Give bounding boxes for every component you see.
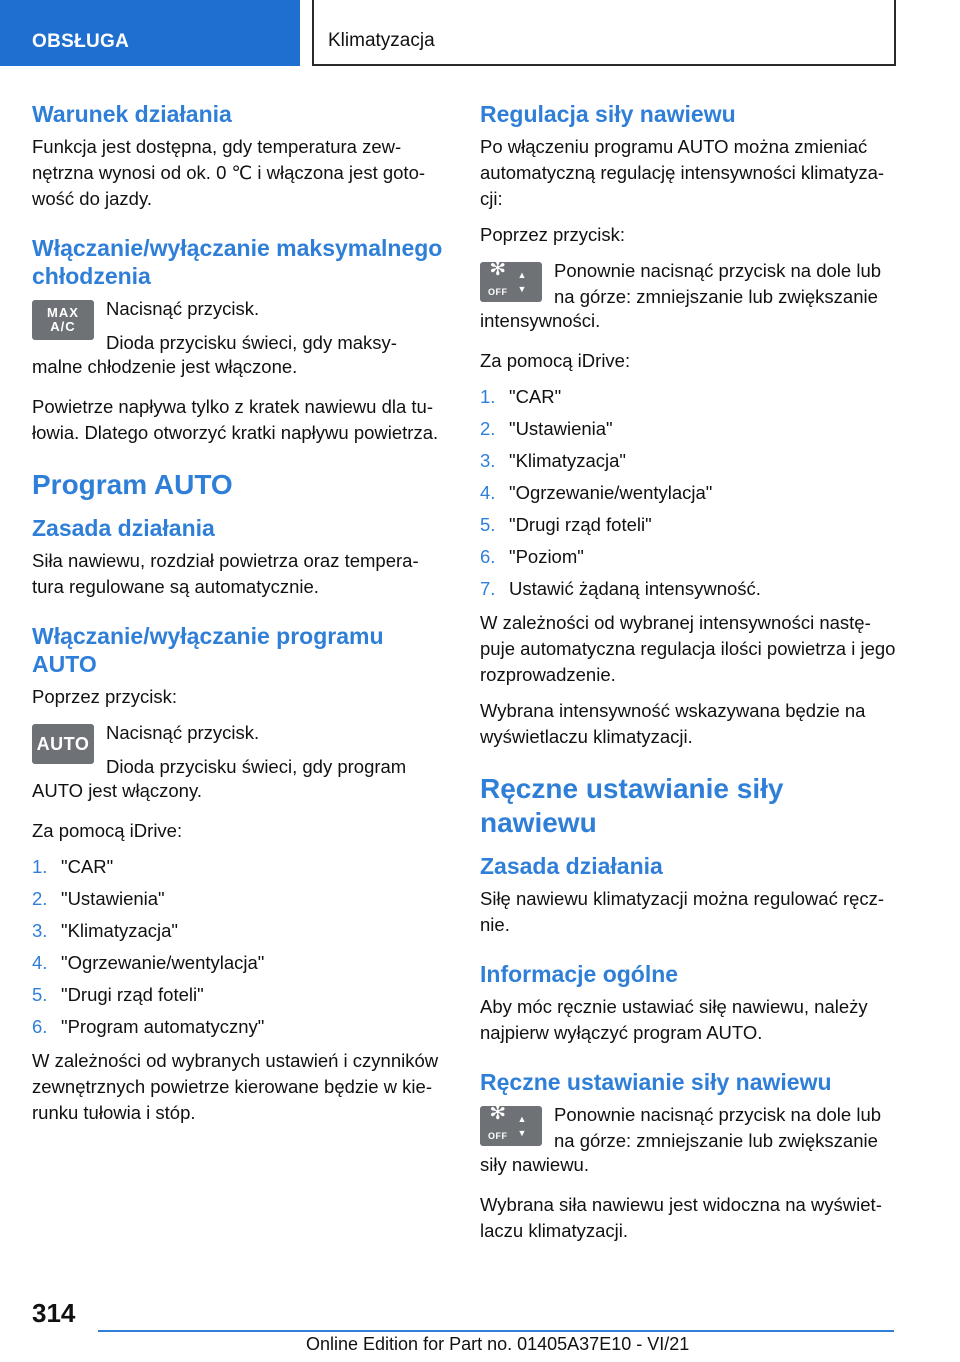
text-auto-end: W zależności od wybranych ustawień i czynników zewnętrznych powietrze kierowane będzie w kie-runku tułowia i stóp. — [32, 1050, 439, 1123]
text-fan-press-cont: intensywności. — [480, 310, 601, 331]
list-item: 2. "Ustawienia" — [32, 888, 165, 909]
auto-button-icon: AUTO — [32, 724, 94, 764]
fan-icon: ✻ — [489, 1102, 507, 1124]
auto-row — [32, 720, 450, 780]
text-regulacja: Po włączeniu programu AUTO można zmieniać automatyczną regulację intensywności klimatyza-cji: — [480, 136, 885, 209]
heading-auto-onoff: Włączanie/wyłączanie programu AUTO — [32, 623, 384, 677]
list-item: 7. Ustawić żądaną intensywność. — [480, 578, 761, 599]
fan-off-label: OFF — [488, 1131, 508, 1141]
list-item: 1. "CAR" — [32, 856, 114, 877]
triangle-up-icon: ▲ — [517, 270, 527, 280]
text-after-2: Wybrana intensywność wskazywana będzie na wyświetlaczu klimatyzacji. — [480, 700, 866, 747]
heading-reczne-2: Ręczne ustawianie siły nawiewu — [480, 1069, 832, 1095]
text-warunek: Funkcja jest dostępna, gdy temperatura zew-nętrzna wynosi od ok. 0 ℃ i włączona jest goto-wość do jazdy. — [32, 136, 426, 209]
text-zasada-right: Siłę nawiewu klimatyzacji można regulować ręcz-nie. — [480, 888, 885, 935]
list-item: 4. "Ogrzewanie/wentylacja" — [480, 482, 713, 503]
text-zasada: Siła nawiewu, rozdział powietrza oraz tempera-tura regulowane są automatycznie. — [32, 550, 419, 597]
text-max-airflow: Powietrze napływa tylko z kratek nawiewu dla tu-łowia. Dlatego otworzyć kratki napływu powietrza. — [32, 396, 439, 443]
triangle-down-icon: ▼ — [517, 1128, 527, 1138]
steps-list-left — [32, 854, 450, 1040]
list-item: 5. "Drugi rząd foteli" — [32, 984, 204, 1005]
text-poprzez: Poprzez przycisk: — [32, 686, 177, 707]
page-header — [0, 0, 960, 66]
fan-row-1 — [480, 258, 898, 310]
edition-text: Online Edition for Part no. 01405A37E10 - VI/21 — [306, 1334, 690, 1354]
section-tab: OBSŁUGA — [0, 0, 300, 66]
max-ac-button-icon — [32, 300, 94, 340]
text-fan-press: Ponownie nacisnąć przycisk na dole lub na górze: zmniejszanie lub zwiększanie — [554, 260, 882, 307]
list-item: 4. "Ogrzewanie/wentylacja" — [32, 952, 265, 973]
heading-zasada: Zasada działania — [32, 515, 215, 541]
right-column — [480, 100, 898, 1254]
left-column — [32, 100, 450, 1136]
max-ac-label-top: MAX — [47, 305, 79, 320]
fan-icon: ✻ — [489, 258, 507, 280]
text-max-led-cont: malne chłodzenie jest włączone. — [32, 356, 298, 377]
list-item: 3. "Klimatyzacja" — [480, 450, 626, 471]
fan-button-icon — [480, 258, 542, 302]
text-after-1: W zależności od wybranej intensywności nastę-puje automatyczna regulacja ilości powietrza i jego rozprowadzenie. — [480, 612, 896, 685]
fan-off-label: OFF — [488, 287, 508, 297]
list-item: 5. "Drugi rząd foteli" — [480, 514, 652, 535]
text-poprzez-right: Poprzez przycisk: — [480, 224, 625, 245]
text-auto-press: Nacisnąć przycisk. — [106, 722, 260, 743]
list-item: 6. "Program automatyczny" — [32, 1016, 265, 1037]
heading-warunek: Warunek działania — [32, 101, 232, 127]
footer-divider — [98, 1330, 894, 1332]
text-fan2-press: Ponownie nacisnąć przycisk na dole lub na górze: zmniejszanie lub zwiększanie — [554, 1104, 882, 1151]
text-max-led: Dioda przycisku świeci, gdy maksy- — [106, 332, 397, 353]
text-info: Aby móc ręcznie ustawiać siłę nawiewu, należy najpierw wyłączyć program AUTO. — [480, 996, 868, 1043]
list-item: 2. "Ustawienia" — [480, 418, 613, 439]
max-ac-label-bottom: A/C — [50, 319, 76, 334]
page-number: 314 — [32, 1298, 76, 1328]
text-auto-led: Dioda przycisku świeci, gdy program — [106, 756, 407, 777]
text-fan2-press-cont: siły nawiewu. — [480, 1154, 589, 1175]
list-item: 1. "CAR" — [480, 386, 562, 407]
max-ac-row — [32, 296, 450, 356]
heading-reczne: Ręczne ustawianie siły nawiewu — [480, 773, 784, 838]
text-idrive-right: Za pomocą iDrive: — [480, 350, 631, 371]
triangle-up-icon: ▲ — [517, 1114, 527, 1124]
text-auto-led-cont: AUTO jest włączony. — [32, 780, 202, 801]
heading-program-auto: Program AUTO — [32, 469, 233, 500]
heading-zasada-right: Zasada działania — [480, 853, 663, 879]
text-final: Wybrana siła nawiewu jest widoczna na wyświet-laczu klimatyzacji. — [480, 1194, 882, 1241]
list-item: 3. "Klimatyzacja" — [32, 920, 178, 941]
heading-info: Informacje ogólne — [480, 961, 679, 987]
text-max-press: Nacisnąć przycisk. — [106, 298, 260, 319]
fan-button-icon — [480, 1102, 542, 1146]
text-idrive: Za pomocą iDrive: — [32, 820, 183, 841]
chapter-title: Klimatyzacja — [312, 0, 896, 66]
fan-row-2 — [480, 1102, 898, 1154]
triangle-down-icon: ▼ — [517, 284, 527, 294]
steps-list-right — [480, 384, 898, 602]
heading-regulacja: Regulacja siły nawiewu — [480, 101, 736, 127]
list-item: 6. "Poziom" — [480, 546, 584, 567]
heading-max-cooling: Włączanie/wyłączanie maksymalnego chłodzenia — [32, 235, 443, 289]
